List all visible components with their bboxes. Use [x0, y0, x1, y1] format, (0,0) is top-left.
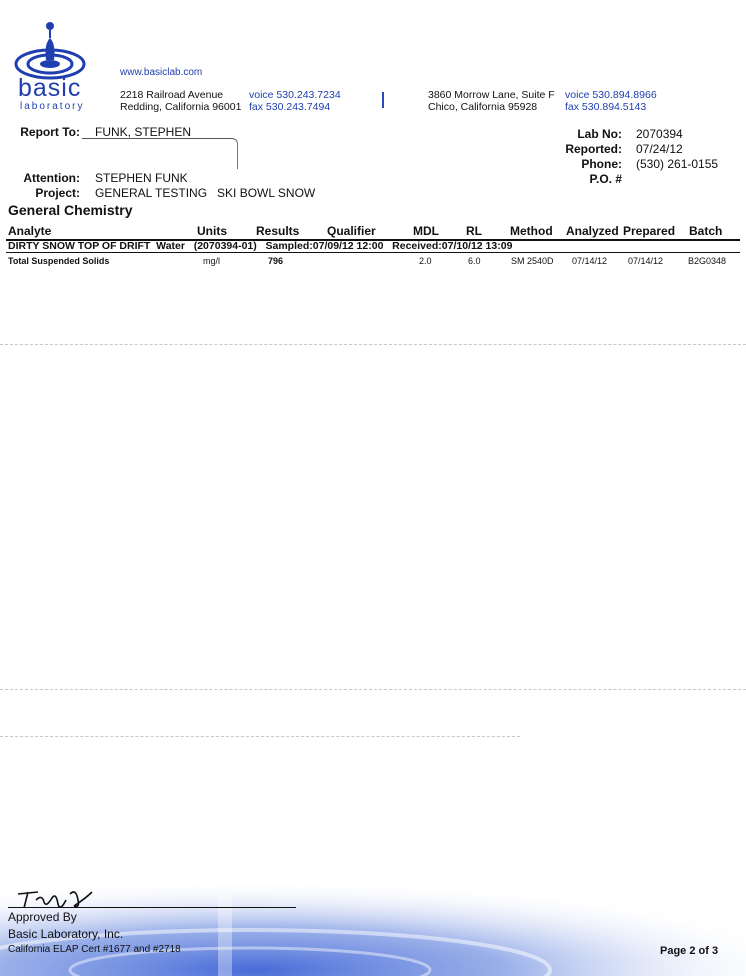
- redding-address: [120, 89, 241, 113]
- redding-city: Redding, California 96001: [120, 101, 242, 113]
- col-batch: Batch: [689, 224, 723, 238]
- redding-voice: voice 530.243.7234: [249, 89, 341, 101]
- col-method: Method: [510, 224, 553, 238]
- cell-prepared: 07/14/12: [628, 256, 664, 266]
- cell-analyte: Total Suspended Solids: [8, 256, 110, 266]
- project-label: Project:: [35, 186, 80, 200]
- project-value: GENERAL TESTING SKI BOWL SNOW: [95, 186, 316, 200]
- cell-method: SM 2540D: [511, 256, 554, 266]
- website-link[interactable]: www.basiclab.com: [120, 67, 203, 78]
- signature-icon: [12, 886, 96, 912]
- cell-rl: 6.0: [468, 256, 481, 266]
- section-title: General Chemistry: [8, 202, 133, 218]
- lab-no-value: 2070394: [636, 127, 683, 141]
- scan-artifact-line: [0, 689, 746, 691]
- company-name: Basic Laboratory, Inc.: [8, 927, 124, 941]
- col-prepared: Prepared: [623, 224, 676, 238]
- phone-label: Phone:: [581, 157, 622, 171]
- page-number: Page 2 of 3: [660, 945, 719, 957]
- chico-fax: fax 530.894.5143: [565, 101, 647, 113]
- scan-artifact-line: [0, 344, 746, 346]
- logo-subtitle: laboratory: [20, 101, 85, 112]
- col-units: Units: [197, 224, 227, 238]
- col-results: Results: [256, 224, 300, 238]
- cell-batch: B2G0348: [688, 256, 727, 266]
- redding-fax: fax 530.243.7494: [249, 101, 331, 113]
- report-to-address-box: [82, 138, 238, 169]
- phone-value: (530) 261-0155: [636, 157, 719, 171]
- scan-artifact-line: [0, 736, 520, 738]
- cell-units: mg/l: [203, 256, 221, 266]
- lab-no-label: Lab No:: [577, 127, 622, 141]
- attention-label: Attention:: [23, 171, 80, 185]
- chico-street: 3860 Morrow Lane, Suite F: [428, 89, 555, 101]
- attention-value: STEPHEN FUNK: [95, 171, 188, 185]
- sample-description: DIRTY SNOW TOP OF DRIFT Water (2070394-01) Sampled:07/09/12 12:00 Received:07/10/12 13:09: [8, 240, 513, 252]
- sample-rule: [6, 252, 740, 253]
- redding-contact: [249, 89, 341, 113]
- chico-contact: [565, 89, 657, 113]
- approved-by-label: Approved By: [8, 910, 77, 924]
- logo-wordmark: basic: [18, 74, 82, 102]
- report-to-value: FUNK, STEPHEN: [95, 125, 192, 139]
- po-label: P.O. #: [589, 172, 622, 186]
- cell-analyzed: 07/14/12: [572, 256, 608, 266]
- col-rl: RL: [466, 224, 482, 238]
- chico-voice: voice 530.894.8966: [565, 89, 657, 101]
- chico-city: Chico, California 95928: [428, 101, 538, 113]
- col-qualifier: Qualifier: [327, 224, 376, 238]
- reported-label: Reported:: [565, 142, 622, 156]
- chico-address: [428, 89, 555, 113]
- water-splash-watermark-icon: [0, 855, 746, 976]
- elap-cert: California ELAP Cert #1677 and #2718: [8, 944, 181, 955]
- reported-value: 07/24/12: [636, 142, 683, 156]
- cell-results: 796: [268, 256, 284, 266]
- col-mdl: MDL: [413, 224, 439, 238]
- cell-mdl: 2.0: [419, 256, 432, 266]
- report-to-label: Report To:: [20, 125, 80, 139]
- col-analyzed: Analyzed: [566, 224, 619, 238]
- redding-street: 2218 Railroad Avenue: [120, 89, 224, 101]
- col-analyte: Analyte: [8, 224, 52, 238]
- signature-line: [8, 907, 296, 908]
- address-divider: [382, 92, 384, 108]
